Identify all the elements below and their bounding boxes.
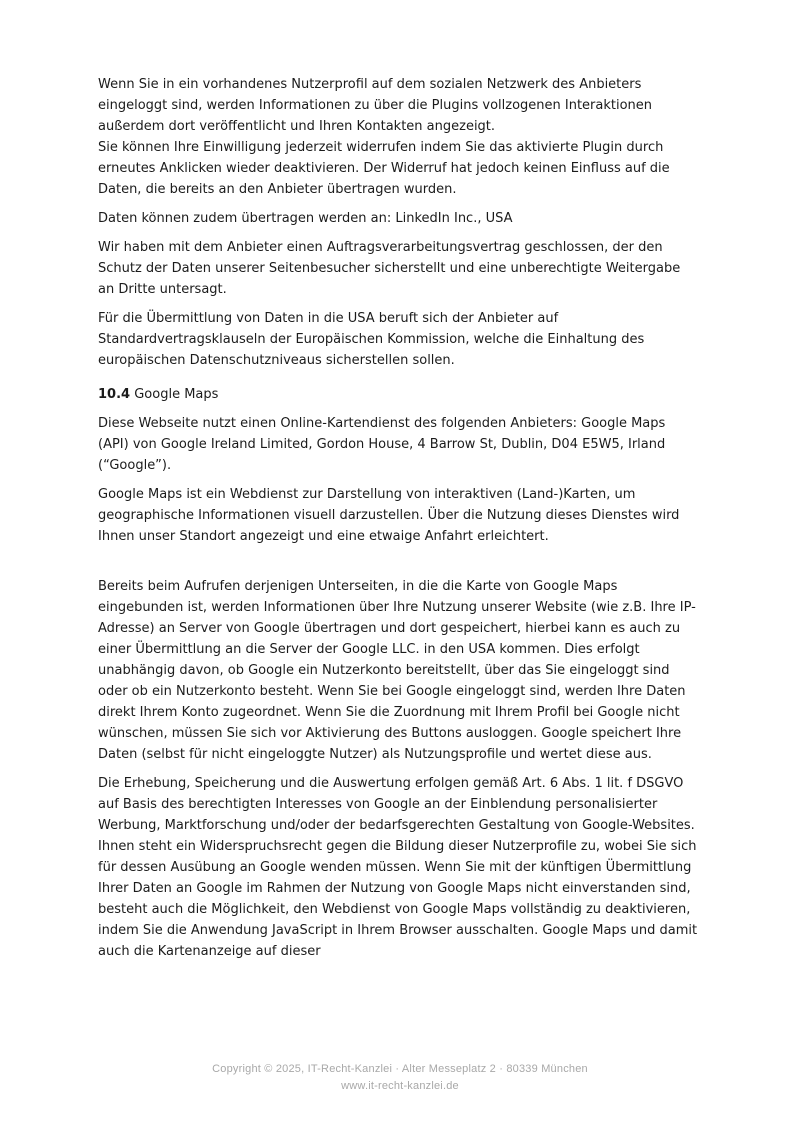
section-title: Google Maps <box>134 387 219 402</box>
document-body <box>98 74 698 970</box>
paragraph-text: Wenn Sie in ein vorhandenes Nutzerprofil auf dem sozialen Netzwerk des Anbieters eingeloggt sind, werden Informationen zu über die Plugins vollzogenen Interaktionen außerdem dort veröffentlicht und Ihren Kontakten angezeigt. <box>98 77 653 134</box>
paragraph-processing-contract: Wir haben mit dem Anbieter einen Auftragsverarbeitungsvertrag geschlossen, der den Schutz der Daten unserer Seitenbesucher sicherstellt und eine unberechtigte Weitergabe an Dritte untersagt. <box>98 240 681 297</box>
footer-website-url: www.it-recht-kanzlei.de <box>341 1080 459 1092</box>
paragraph-service-description: Google Maps ist ein Webdienst zur Darstellung von interaktiven (Land-)Karten, um geographische Informationen visuell darzustellen. Über die Nutzung dieses Dienstes wird Ihnen unser Standort angezeigt und eine etwaige Anfahrt erleichtert. <box>98 487 680 544</box>
page-footer <box>0 1061 800 1095</box>
paragraph-provider-info: Diese Webseite nutzt einen Online-Kartendienst des folgenden Anbieters: Google Maps (API) von Google Ireland Limited, Gordon House, 4 Barrow St, Dublin, D04 E5W5, Irland (“Google”). <box>98 416 666 473</box>
paragraph-social-network-plugin <box>98 74 698 200</box>
footer-copyright: Copyright © 2025, IT-Recht-Kanzlei · Alter Messeplatz 2 · 80339 München <box>212 1063 588 1075</box>
paragraph-legal-basis: Die Erhebung, Speicherung und die Auswertung erfolgen gemäß Art. 6 Abs. 1 lit. f DSGVO auf Basis des berechtigten Interesses von Google an der Einblendung personalisierter Werbung, Marktforschung und/oder der bedarfsgerechten Gestaltung von Google-Websites. Ihnen steht ein Widerspruchsrecht gegen die Bildung dieser Nutzerprofile zu, wobei Sie sich für dessen Ausübung an Google wenden müssen. Wenn Sie mit der künftigen Übermittlung Ihrer Daten an Google im Rahmen der Nutzung von Google Maps nicht einverstanden sind, besteht auch die Möglichkeit, den Webdienst von Google Maps vollständig zu deaktivieren, indem Sie die Anwendung JavaScript in Ihrem Browser ausschalten. Google Maps und damit auch die Kartenanzeige auf dieser <box>98 776 698 959</box>
section-heading-google-maps <box>98 384 698 405</box>
paragraph-text: Sie können Ihre Einwilligung jederzeit widerrufen indem Sie das aktivierte Plugin durch erneutes Anklicken wieder deaktivieren. Der Widerruf hat jedoch keinen Einfluss auf die Daten, die bereits an den Anbieter übertragen wurden. <box>98 140 670 197</box>
paragraph-data-transfer-linkedin: Daten können zudem übertragen werden an: LinkedIn Inc., USA <box>98 211 513 226</box>
paragraph-data-collection: Bereits beim Aufrufen derjenigen Unterseiten, in die die Karte von Google Maps eingebunden ist, werden Informationen über Ihre Nutzung unserer Website (wie z.B. Ihre IP-Adresse) an Server von Google übertragen und dort gespeichert, hierbei kann es auch zu einer Übermittlung an die Server der Google LLC. in den USA kommen. Dies erfolgt unabhängig davon, ob Google ein Nutzerkonto bereitstellt, über das Sie eingeloggt sind oder ob ein Nutzerkonto besteht. Wenn Sie bei Google eingeloggt sind, werden Ihre Daten direkt Ihrem Konto zugeordnet. Wenn Sie die Zuordnung mit Ihrem Profil bei Google nicht wünschen, müssen Sie sich vor Aktivierung des Buttons ausloggen. Google speichert Ihre Daten (selbst für nicht eingeloggte Nutzer) als Nutzungsprofile und wertet diese aus. <box>98 579 696 762</box>
paragraph-standard-contract-clauses: Für die Übermittlung von Daten in die USA beruft sich der Anbieter auf Standardvertragsklauseln der Europäischen Kommission, welche die Einhaltung des europäischen Datenschutzniveaus sicherstellen sollen. <box>98 311 645 368</box>
section-number: 10.4 <box>98 387 131 402</box>
